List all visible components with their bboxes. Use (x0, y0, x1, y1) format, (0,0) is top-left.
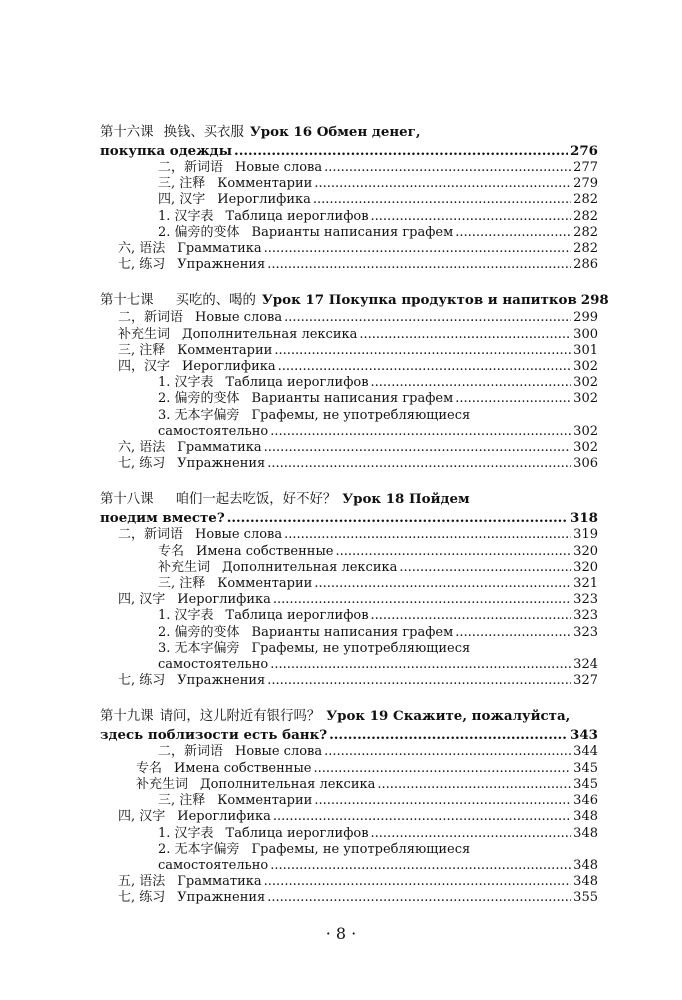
toc-entry (100, 874, 598, 890)
page-ref: 302 (573, 359, 598, 375)
toc-entry (100, 809, 598, 825)
entry-cn: 2. 偏旁的变体 (158, 224, 240, 240)
page-ref: 348 (573, 809, 598, 825)
toc-entry (100, 673, 598, 689)
dot-leader (329, 726, 568, 744)
entry-cn: 七, 练习 (118, 890, 166, 906)
entry-ru: Упражнения (177, 456, 266, 472)
page-ref: 319 (573, 527, 598, 543)
page-ref: 302 (573, 391, 598, 407)
dot-leader (336, 544, 572, 560)
dot-leader (273, 592, 571, 608)
dot-leader (455, 625, 571, 641)
entry-ru: Иероглифика (177, 592, 271, 608)
entry-ru: Таблица иероглифов (225, 825, 369, 841)
entry-cn: 三, 注释 (158, 576, 206, 592)
lesson-title-line (100, 509, 598, 527)
lesson-title-ru: Урок 16 Обмен денег, (249, 124, 421, 140)
dot-leader (264, 440, 572, 456)
entry-cn: 二，新词语 (158, 744, 224, 760)
entry-cn: 二，新词语 (158, 160, 224, 175)
page-number: · 8 · (325, 924, 357, 943)
dot-leader (314, 576, 571, 592)
dot-leader (234, 142, 568, 160)
page-ref: 320 (573, 543, 598, 559)
entry-ru: Имена собственные (174, 760, 312, 776)
page-ref: 282 (573, 224, 598, 240)
page-ref: 346 (573, 793, 598, 809)
lesson-title-line (100, 142, 598, 160)
toc-entry (100, 544, 598, 560)
entry-ru: Иероглифика (177, 809, 271, 825)
page-ref: 323 (573, 608, 598, 624)
entry-ru: Комментарии (217, 576, 313, 592)
entry-ru: Имена собственные (196, 543, 334, 559)
entry-ru: Комментарии (217, 793, 313, 809)
lesson-title-cn: 咱们一起去吃饭，好不好？ (175, 492, 337, 508)
entry-cn: 三, 注释 (158, 793, 206, 809)
entry-cn: 1. 汉字表 (158, 608, 214, 624)
lesson-title-line (100, 291, 609, 310)
entry-cn: 专名 (136, 760, 163, 776)
dot-leader (359, 327, 571, 343)
page-ref: 348 (573, 874, 598, 890)
entry-ru: Графемы, не употребляющиеся (251, 841, 471, 857)
lesson-title-cn: 请问，这儿附近有银行吗？ (159, 709, 321, 725)
toc-entry (100, 793, 598, 809)
toc-entry (100, 826, 598, 842)
lesson-title-ru: Урок 17 Покупка продуктов и напитков (261, 292, 577, 309)
entry-ru: Грамматика (177, 440, 262, 456)
lesson-19 (100, 707, 598, 906)
dot-leader (377, 777, 571, 793)
lesson-title-cn: 买吃的、喝的 (175, 293, 256, 309)
dot-leader (264, 874, 572, 890)
lesson-number: 第十九课 (100, 709, 154, 725)
entry-ru: Новые слова (235, 160, 323, 175)
entry-cn: 2. 无本字偏旁 (158, 841, 240, 857)
lesson-title-ru: Урок 19 Скажите, пожалуйста, (326, 708, 571, 725)
toc-entry (100, 527, 598, 543)
toc-entry (100, 657, 598, 673)
lesson-17 (100, 291, 609, 472)
toc-entry (100, 560, 598, 576)
entry-ru: Новые слова (235, 744, 323, 760)
page-ref: 282 (573, 192, 598, 208)
page-ref: 327 (573, 673, 598, 689)
page-ref: 286 (573, 257, 598, 273)
toc-entry (100, 761, 598, 777)
page-ref: 276 (570, 143, 598, 159)
entry-cn: 四, 汉字 (118, 592, 166, 608)
dot-leader (267, 257, 571, 273)
toc-entry (100, 310, 598, 326)
page-ref: 299 (573, 310, 598, 326)
toc-entry (100, 375, 598, 391)
dot-leader (314, 793, 571, 809)
entry-cn: 1. 汉字表 (158, 208, 214, 224)
entry-cn: 3. 无本字偏旁 (158, 640, 240, 656)
dot-leader (314, 176, 571, 192)
entry-ru: Упражнения (177, 890, 266, 906)
toc-entry (100, 327, 598, 343)
dot-leader (267, 890, 571, 906)
dot-leader (267, 456, 571, 472)
entry-cn: 二，新词语 (118, 310, 184, 326)
dot-leader (273, 809, 571, 825)
toc-entry (100, 576, 598, 592)
entry-cn: 六, 语法 (118, 440, 166, 456)
toc-entry (100, 890, 598, 906)
page-ref: 355 (573, 890, 598, 906)
dot-leader (270, 657, 571, 673)
dot-leader (270, 424, 571, 440)
entry-ru: Варианты написания графем (251, 391, 454, 407)
lesson-title (100, 707, 598, 726)
page-ref: 302 (573, 440, 598, 456)
table-of-contents (100, 123, 609, 925)
dot-leader (455, 391, 571, 407)
entry-cn: 三, 注释 (118, 342, 166, 358)
entry-cn: 四，汉字 (118, 359, 171, 375)
toc-entry (100, 625, 598, 641)
entry-cn: 2. 偏旁的变体 (158, 391, 240, 407)
entry-ru-cont: самостоятельно (158, 423, 269, 439)
lesson-18 (100, 490, 598, 689)
toc-entry (100, 257, 598, 273)
page-ref: 323 (573, 592, 598, 608)
page-ref: 279 (573, 176, 598, 192)
dot-leader (270, 858, 571, 874)
lesson-title (100, 123, 598, 142)
page-ref: 345 (573, 760, 598, 776)
entry-ru: Таблица иероглифов (225, 208, 369, 224)
page-ref: 344 (573, 744, 598, 760)
page-ref: 301 (573, 342, 598, 358)
dot-leader (284, 310, 571, 326)
dot-leader (324, 160, 571, 176)
page-ref: 348 (573, 825, 598, 841)
lesson-title-ru: Урок 18 Пойдем (342, 491, 470, 508)
entry-ru: Дополнительная лексика (182, 326, 358, 342)
entry-ru: Упражнения (177, 257, 266, 273)
entry-cn: 七, 练习 (118, 673, 166, 689)
entry-cn: 四, 汉字 (118, 809, 166, 825)
page-ref: 282 (573, 208, 598, 224)
toc-entry (100, 777, 598, 793)
page-ref: 318 (570, 510, 598, 527)
dot-leader (324, 744, 571, 760)
entry-cn: 专名 (158, 543, 185, 559)
page-ref: 324 (573, 657, 598, 673)
dot-leader (284, 527, 571, 543)
dot-leader (371, 608, 572, 624)
toc-entry (100, 424, 598, 440)
toc-entry (100, 241, 598, 257)
entry-cn: 三, 注释 (158, 176, 206, 192)
lesson-number: 第十六课 (100, 125, 154, 140)
toc-entry (100, 176, 598, 192)
dot-leader (371, 826, 572, 842)
entry-cn: 补充生词 (158, 559, 211, 575)
entry-cn: 六, 语法 (118, 241, 166, 257)
entry-ru: Таблица иероглифов (225, 375, 369, 391)
entry-ru-cont: самостоятельно (158, 857, 269, 873)
toc-entry (100, 160, 598, 176)
lesson-number: 第十八课 (100, 492, 154, 508)
dot-leader (313, 192, 571, 208)
toc-entry-first-line (100, 641, 598, 657)
entry-cn: 1. 汉字表 (158, 375, 214, 391)
entry-ru: Новые слова (195, 527, 283, 543)
toc-entry (100, 209, 598, 225)
page-ref: 306 (573, 456, 598, 472)
page-ref: 298 (580, 292, 609, 309)
lesson-title (100, 490, 598, 509)
dot-leader (227, 509, 568, 527)
entry-ru: Графемы, не употребляющиеся (251, 407, 471, 423)
lesson-title-cn: 换钱、买衣服 (163, 125, 244, 140)
dot-leader (274, 343, 571, 359)
entry-cn: 补充生词 (136, 776, 189, 792)
page-ref: 323 (573, 624, 598, 640)
toc-entry (100, 225, 598, 241)
entry-cn: 七, 练习 (118, 257, 166, 273)
toc-entry (100, 343, 598, 359)
page-ref: 321 (573, 576, 598, 592)
toc-entry (100, 192, 598, 208)
toc-entry (100, 608, 598, 624)
dot-leader (267, 673, 571, 689)
page-ref: 348 (573, 857, 598, 873)
lesson-title-line (100, 726, 598, 744)
entry-cn: 七, 练习 (118, 456, 166, 472)
toc-entry (100, 858, 598, 874)
entry-cn: 二，新词语 (118, 527, 184, 543)
dot-leader (399, 560, 571, 576)
entry-ru-cont: самостоятельно (158, 657, 269, 673)
toc-entry (100, 456, 598, 472)
dot-leader (278, 359, 572, 375)
dot-leader (455, 225, 571, 241)
lesson-title-ru-cont: здесь поблизости есть банк? (100, 727, 328, 744)
entry-ru: Иероглифика (217, 192, 311, 208)
entry-cn: 1. 汉字表 (158, 825, 214, 841)
entry-ru: Графемы, не употребляющиеся (251, 640, 471, 656)
toc-entry-first-line (100, 408, 598, 424)
toc-entry (100, 592, 598, 608)
entry-cn: 五, 语法 (118, 874, 166, 890)
entry-ru: Таблица иероглифов (225, 608, 369, 624)
entry-ru: Грамматика (177, 874, 262, 890)
entry-cn: 四, 汉字 (158, 192, 206, 208)
dot-leader (264, 241, 572, 257)
page-ref: 300 (573, 326, 598, 342)
toc-entry (100, 391, 598, 407)
lesson-title-ru-cont: покупка одежды (100, 143, 233, 159)
page-ref: 277 (573, 160, 598, 175)
entry-ru: Новые слова (195, 310, 283, 326)
dot-leader (371, 375, 572, 391)
dot-leader (314, 761, 572, 777)
dot-leader (371, 209, 572, 225)
entry-ru: Дополнительная лексика (200, 776, 376, 792)
page-ref: 320 (573, 559, 598, 575)
entry-ru: Упражнения (177, 673, 266, 689)
entry-ru: Варианты написания графем (251, 224, 454, 240)
entry-ru: Комментарии (177, 342, 273, 358)
entry-ru: Иероглифика (182, 359, 276, 375)
page-ref: 302 (573, 423, 598, 439)
lesson-16 (100, 123, 598, 273)
entry-ru: Комментарии (217, 176, 313, 192)
page-ref: 345 (573, 776, 598, 792)
toc-entry (100, 744, 598, 760)
entry-cn: 2. 偏旁的变体 (158, 624, 240, 640)
toc-entry (100, 440, 598, 456)
page-ref: 282 (573, 241, 598, 257)
toc-entry (100, 359, 598, 375)
entry-ru: Грамматика (177, 241, 262, 257)
page-ref: 302 (573, 375, 598, 391)
lesson-title-ru-cont: поедим вместе? (100, 510, 225, 527)
entry-cn: 3. 无本字偏旁 (158, 407, 240, 423)
entry-ru: Дополнительная лексика (222, 559, 398, 575)
lesson-number: 第十七课 (100, 293, 154, 309)
entry-ru: Варианты написания графем (251, 624, 454, 640)
toc-entry-first-line (100, 842, 598, 858)
entry-cn: 补充生词 (118, 326, 171, 342)
page-ref: 343 (570, 727, 598, 744)
